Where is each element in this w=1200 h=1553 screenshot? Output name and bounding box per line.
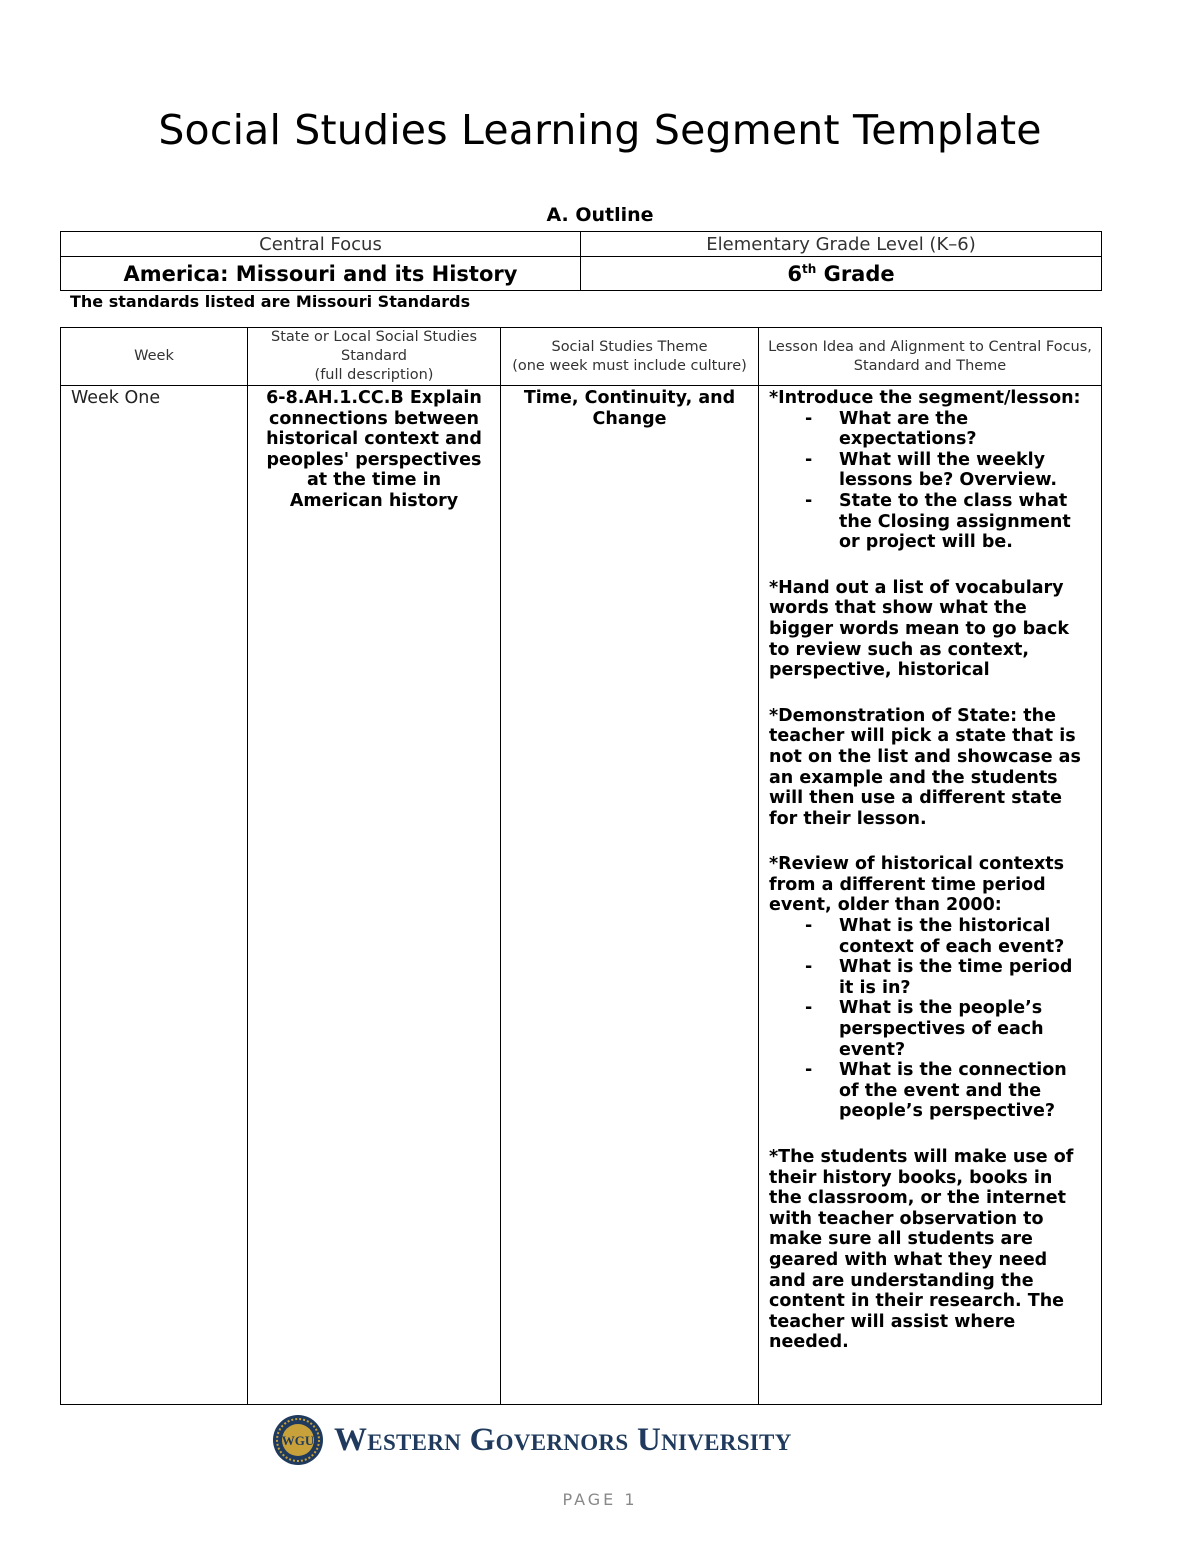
intro-heading: *Introduce the segment/lesson: bbox=[769, 388, 1081, 408]
university-seal-icon bbox=[272, 1414, 324, 1466]
list-item: - What will the weekly lessons be? Overview. bbox=[805, 450, 1089, 491]
list-item: - What are the expectations? bbox=[805, 409, 1089, 450]
grade-level-value bbox=[581, 257, 1102, 291]
week-column-header: Week bbox=[61, 328, 248, 386]
seal-monogram: WGU bbox=[281, 1433, 315, 1448]
document-title: Social Studies Learning Segment Template bbox=[158, 106, 1042, 154]
university-logo bbox=[272, 1414, 792, 1466]
list-item: - What is the connection of the event and the people’s perspective? bbox=[805, 1060, 1089, 1122]
central-focus-table bbox=[60, 231, 1102, 291]
demonstration-paragraph: *Demonstration of State: the teacher will pick a state that is not on the list and showcase as an example and the students will then use a different state for their lesson. bbox=[769, 705, 1081, 829]
grade-word: Grade bbox=[816, 261, 895, 286]
review-list bbox=[769, 916, 1089, 1122]
list-item: - What is the historical context of each event? bbox=[805, 916, 1089, 957]
central-focus-label: Central Focus bbox=[61, 232, 581, 257]
section-heading: A. Outline bbox=[546, 204, 654, 226]
grade-number: 6 bbox=[787, 261, 802, 286]
theme-column-header: Social Studies Theme (one week must include culture) bbox=[501, 328, 759, 386]
intro-list bbox=[769, 409, 1089, 553]
resources-paragraph: *The students will make use of their history books, books in the classroom, or the internet with teacher observation to make sure all students are geared with what they need and are understanding the content in their research. The teacher will assist where needed. bbox=[769, 1147, 1074, 1353]
list-item: - What is the time period it is in? bbox=[805, 957, 1089, 998]
standards-note: The standards listed are Missouri Standards bbox=[70, 292, 471, 311]
table-row bbox=[61, 386, 1102, 1405]
week-cell: Week One bbox=[61, 386, 248, 1405]
central-focus-value: America: Missouri and its History bbox=[61, 257, 581, 291]
page-number: PAGE 1 bbox=[562, 1490, 638, 1509]
review-heading: *Review of historical contexts from a different time period event, older than 2000: bbox=[769, 854, 1065, 916]
list-item: - What is the people’s perspectives of each event? bbox=[805, 998, 1089, 1060]
vocabulary-paragraph: *Hand out a list of vocabulary words that show what the bigger words mean to go back to review such as context, perspective, historical bbox=[769, 577, 1069, 681]
standard-cell: 6-8.AH.1.CC.B Explain connections between historical context and peoples' perspectives at the time in American history bbox=[248, 386, 501, 1405]
university-name: Western Governors University bbox=[334, 1421, 792, 1458]
grade-level-label: Elementary Grade Level (K–6) bbox=[581, 232, 1102, 257]
theme-cell: Time, Continuity, and Change bbox=[501, 386, 759, 1405]
list-item: - State to the class what the Closing assignment or project will be. bbox=[805, 491, 1089, 553]
table-header-row bbox=[61, 328, 1102, 386]
learning-segment-table bbox=[60, 327, 1102, 1405]
grade-suffix: th bbox=[801, 261, 817, 276]
lesson-column-header: Lesson Idea and Alignment to Central Focus, Standard and Theme bbox=[759, 328, 1102, 386]
lesson-cell bbox=[759, 386, 1102, 1405]
standard-column-header: State or Local Social Studies Standard (full description) bbox=[248, 328, 501, 386]
